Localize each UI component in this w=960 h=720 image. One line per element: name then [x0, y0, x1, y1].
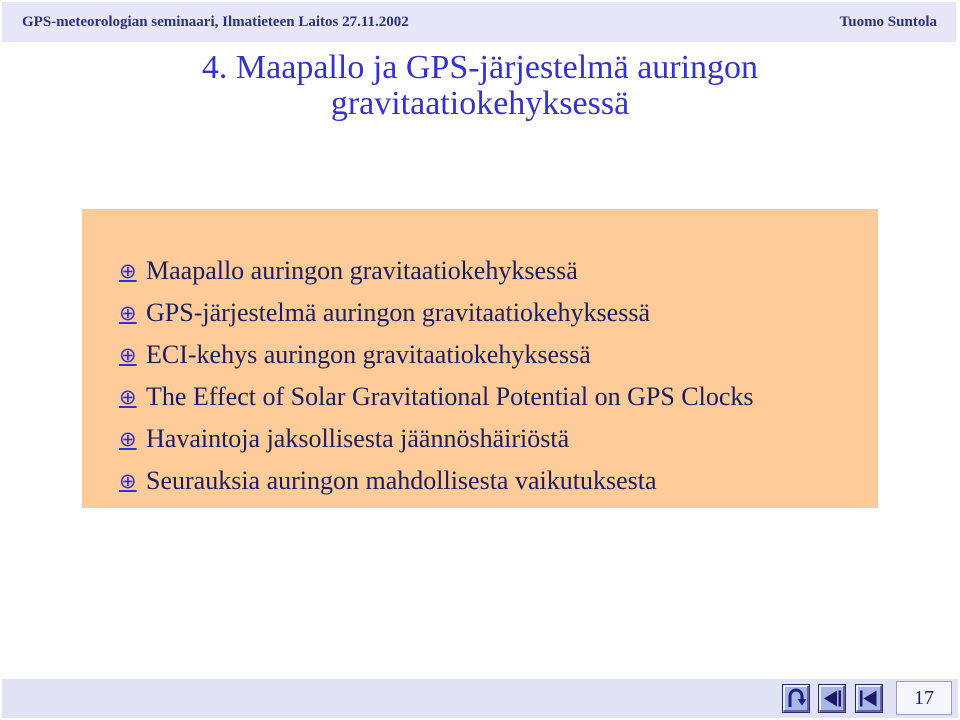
- header-author-text: Tuomo Suntola: [839, 14, 937, 30]
- slide-header: [2, 2, 956, 42]
- previous-page-button[interactable]: [818, 684, 846, 713]
- page-number-box: [896, 681, 952, 715]
- return-button[interactable]: [782, 684, 810, 713]
- first-page-icon: [855, 684, 883, 713]
- list-item-text: Havaintoja jaksollisesta jäännöshäiriöstä: [146, 424, 570, 453]
- circled-plus-bullet-icon[interactable]: ⊕: [119, 427, 137, 451]
- circled-plus-bullet-icon[interactable]: ⊕: [119, 385, 137, 409]
- circled-plus-bullet-icon[interactable]: ⊕: [119, 301, 137, 325]
- list-item-text: ECI-kehys auringon gravitaatiokehyksessä: [146, 340, 591, 369]
- content-box: [82, 209, 878, 508]
- slide-footer: [2, 679, 958, 718]
- list-item: [82, 418, 878, 460]
- list-item: [82, 376, 878, 418]
- circled-plus-bullet-icon[interactable]: ⊕: [119, 469, 137, 493]
- list-item-text: Seurauksia auringon mahdollisesta vaikutuksesta: [146, 466, 657, 495]
- list-item: [82, 292, 878, 334]
- list-item-text: Maapallo auringon gravitaatiokehyksessä: [146, 256, 578, 285]
- list-item: [82, 334, 878, 376]
- slide-title: 4. Maapallo ja GPS-järjestelmä auringon gravitaatiokehyksessä: [201, 49, 759, 122]
- circled-plus-bullet-icon[interactable]: ⊕: [119, 259, 137, 283]
- page-number: 17: [914, 687, 934, 709]
- previous-page-icon: [818, 684, 846, 713]
- first-page-button[interactable]: [855, 684, 883, 713]
- bullet-list: [82, 250, 878, 502]
- list-item: [82, 250, 878, 292]
- header-event-text: GPS-meteorologian seminaari, Ilmatieteen Laitos 27.11.2002: [22, 14, 409, 30]
- circled-plus-bullet-icon[interactable]: ⊕: [119, 343, 137, 367]
- return-icon: [782, 684, 810, 713]
- list-item-text: The Effect of Solar Gravitational Potential on GPS Clocks: [146, 382, 754, 411]
- list-item-text: GPS-järjestelmä auringon gravitaatiokehyksessä: [146, 298, 650, 327]
- list-item: [82, 460, 878, 502]
